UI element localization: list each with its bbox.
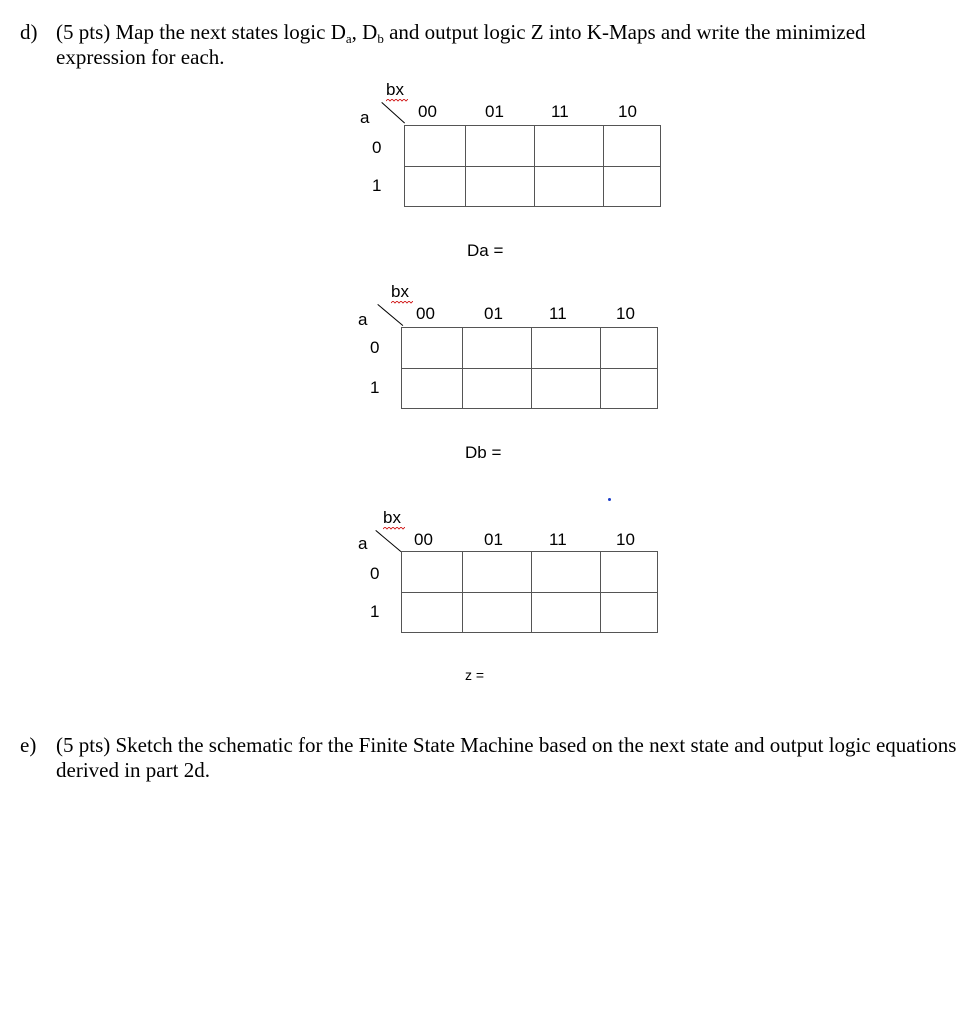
kmap-cell[interactable] — [535, 166, 604, 207]
kmap-cell[interactable] — [604, 166, 661, 207]
kmap-cell[interactable] — [601, 368, 658, 409]
question-e — [20, 733, 960, 783]
header-diagonal — [375, 530, 401, 552]
kmap-cell[interactable] — [466, 126, 535, 167]
col-header: 00 — [418, 102, 437, 121]
kmap-cell[interactable] — [466, 166, 535, 207]
kmap-z — [0, 508, 980, 683]
kmap-da — [0, 80, 980, 260]
question-d — [20, 20, 960, 70]
kmap-cell[interactable] — [405, 126, 466, 167]
kmap-cell[interactable] — [601, 328, 658, 369]
question-d-label: d) — [20, 20, 38, 44]
col-header: 10 — [618, 102, 637, 121]
col-header: 00 — [414, 530, 433, 549]
col-header: 10 — [616, 304, 635, 323]
kmap-grid — [401, 327, 658, 409]
equation-label: z = — [465, 667, 485, 683]
kmap-cell[interactable] — [463, 592, 532, 633]
kmap-cell[interactable] — [532, 368, 601, 409]
row-var-label: a — [358, 310, 368, 329]
kmap-cell[interactable] — [402, 368, 463, 409]
col-header: 01 — [484, 530, 503, 549]
equation-label: Db = — [465, 443, 502, 462]
kmap-cell[interactable] — [601, 552, 658, 593]
kmap-cell[interactable] — [463, 552, 532, 593]
col-header: 10 — [616, 530, 635, 549]
row-header: 0 — [370, 338, 380, 357]
kmap-grid — [401, 551, 658, 633]
question-e-text: (5 pts) Sketch the schematic for the Finite State Machine based on the next state and output logic equations derived in part 2d. — [56, 733, 957, 782]
header-diagonal — [381, 102, 405, 123]
col-header: 11 — [551, 102, 569, 121]
kmap-cell[interactable] — [535, 126, 604, 167]
stray-dot — [608, 498, 611, 501]
kmap-cell[interactable] — [463, 328, 532, 369]
header-diagonal — [377, 304, 403, 326]
kmap-cell[interactable] — [604, 126, 661, 167]
kmap-cell[interactable] — [405, 166, 466, 207]
question-d-text: (5 pts) Map the next states logic $D_a$, $D_b$ and output logic Z into K-Maps and write the minimized expression for each. — [56, 20, 866, 69]
col-header: 01 — [484, 304, 503, 323]
kmap-db — [0, 282, 980, 462]
kmap-cell[interactable] — [532, 552, 601, 593]
question-e-label: e) — [20, 733, 37, 757]
kmap-cell[interactable] — [402, 328, 463, 369]
kmap-cell[interactable] — [463, 368, 532, 409]
row-header: 1 — [370, 378, 380, 397]
col-header: 00 — [416, 304, 435, 323]
row-var-label: a — [360, 108, 370, 127]
col-var-label: bx — [386, 80, 404, 99]
col-header: 11 — [549, 304, 567, 323]
kmap-cell[interactable] — [402, 552, 463, 593]
spellcheck-underline — [391, 301, 413, 304]
row-header: 1 — [372, 176, 382, 195]
kmap-cell[interactable] — [532, 592, 601, 633]
row-header: 0 — [370, 564, 380, 583]
col-var-label: bx — [391, 282, 409, 301]
spellcheck-underline — [383, 527, 405, 530]
kmap-cell[interactable] — [532, 328, 601, 369]
col-var-label: bx — [383, 508, 401, 527]
spellcheck-underline — [386, 99, 408, 102]
equation-label: Da = — [467, 241, 504, 260]
row-header: 1 — [370, 602, 380, 621]
kmap-cell[interactable] — [402, 592, 463, 633]
col-header: 01 — [485, 102, 504, 121]
row-var-label: a — [358, 534, 368, 553]
kmap-grid — [404, 125, 661, 207]
kmap-cell[interactable] — [601, 592, 658, 633]
col-header: 11 — [549, 530, 567, 549]
row-header: 0 — [372, 138, 382, 157]
